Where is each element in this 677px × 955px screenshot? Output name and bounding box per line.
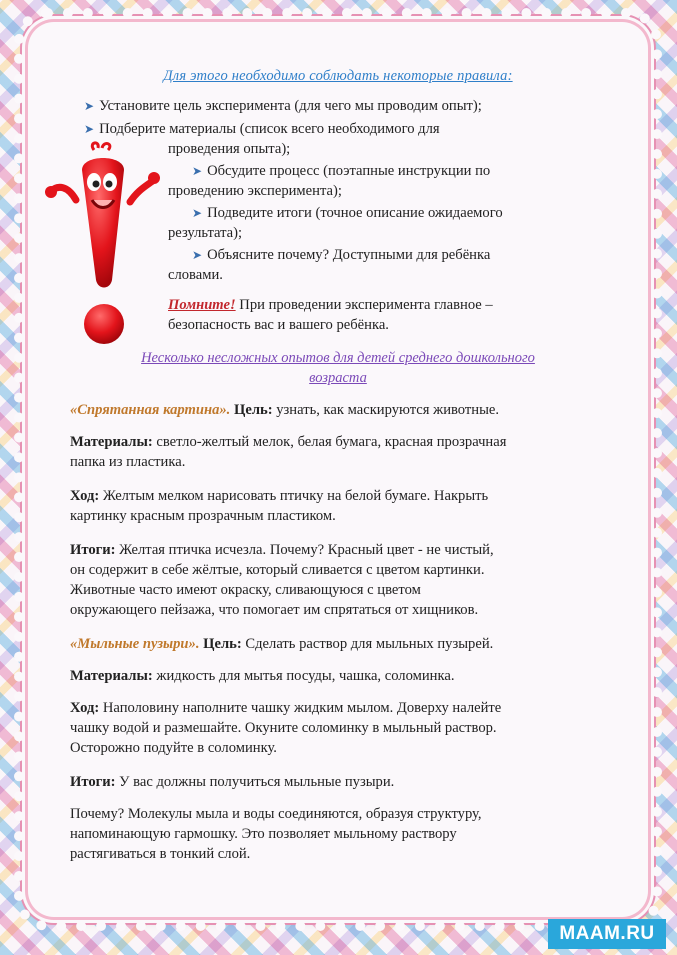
experiment-2-why: Почему? Молекулы мыла и воды соединяются, образуя структуру, напоминающую гармошку. Это позволяет мыльному раствору растягиваться в тонкий слой. — [70, 806, 482, 862]
experiment-2-process: Ход: Наполовину наполните чашку жидким мылом. Доверху налейте чашку водой и размешайте. Окуните соломинку в мыльный раствор. Осторожно подуйте в соломинку. — [70, 700, 502, 756]
rule-item-5-cont: словами. — [168, 267, 223, 283]
remember-note-cont: безопасность вас и вашего ребёнка. — [168, 317, 389, 333]
arrowhead-bullet-icon: ➤ — [192, 248, 203, 262]
experiment-2-title: «Мыльные пузыри». Цель: Сделать раствор для мыльных пузырей. — [70, 636, 494, 652]
arrowhead-bullet-icon: ➤ — [192, 164, 203, 178]
rule-item-3-cont: проведению эксперимента); — [168, 183, 342, 199]
remember-label: Помните! — [168, 297, 236, 313]
experiment-1-results: Итоги: Желтая птичка исчезла. Почему? Красный цвет - не чистый, он содержит в себе жёлтые, который сливается с цветом картинки. Животные часто имеют окраску, сливающуюся с цветом окружающего пейзажа, что помогает им спрятаться от хищников. — [70, 542, 494, 618]
arrowhead-bullet-icon: ➤ — [84, 122, 95, 136]
exclamation-mark-mascot-icon — [42, 140, 162, 352]
experiment-2-materials: Материалы: жидкость для мытья посуды, чашка, соломинка. — [70, 668, 455, 684]
arrowhead-bullet-icon: ➤ — [192, 206, 203, 220]
experiment-1-title: «Спрятанная картина». Цель: узнать, как маскируются животные. — [70, 402, 500, 418]
rule-item-2: ➤ Подберите материалы (список всего необходимого для — [84, 121, 440, 137]
rule-item-4: ➤ Подведите итоги (точное описание ожидаемого — [192, 205, 503, 221]
document-page — [28, 22, 648, 917]
experiment-1-materials: Материалы: светло-желтый мелок, белая бумага, красная прозрачная папка из пластика. — [70, 434, 507, 470]
site-watermark-logo: MAAM.RU — [548, 919, 666, 949]
rule-item-1: ➤ Установите цель эксперимента (для чего мы проводим опыт); — [84, 98, 482, 114]
rule-item-5: ➤ Объясните почему? Доступными для ребёнка — [192, 247, 491, 263]
rule-item-4-cont: результата); — [168, 225, 243, 241]
experiment-2-results: Итоги: У вас должны получиться мыльные пузыри. — [70, 774, 395, 790]
rule-item-3: ➤ Обсудите процесс (поэтапные инструкции по — [192, 163, 491, 179]
rule-item-2-cont: проведения опыта); — [168, 141, 291, 157]
remember-note: Помните! При проведении эксперимента главное – — [168, 297, 493, 313]
experiment-1-process: Ход: Желтым мелком нарисовать птичку на белой бумаге. Накрыть картинку красным прозрачным пластиком. — [70, 488, 489, 524]
arrowhead-bullet-icon: ➤ — [84, 99, 95, 113]
section-heading: Несколько несложных опытов для детей среднего дошкольного возраста — [141, 350, 535, 386]
rules-heading: Для этого необходимо соблюдать некоторые правила: — [163, 68, 513, 84]
